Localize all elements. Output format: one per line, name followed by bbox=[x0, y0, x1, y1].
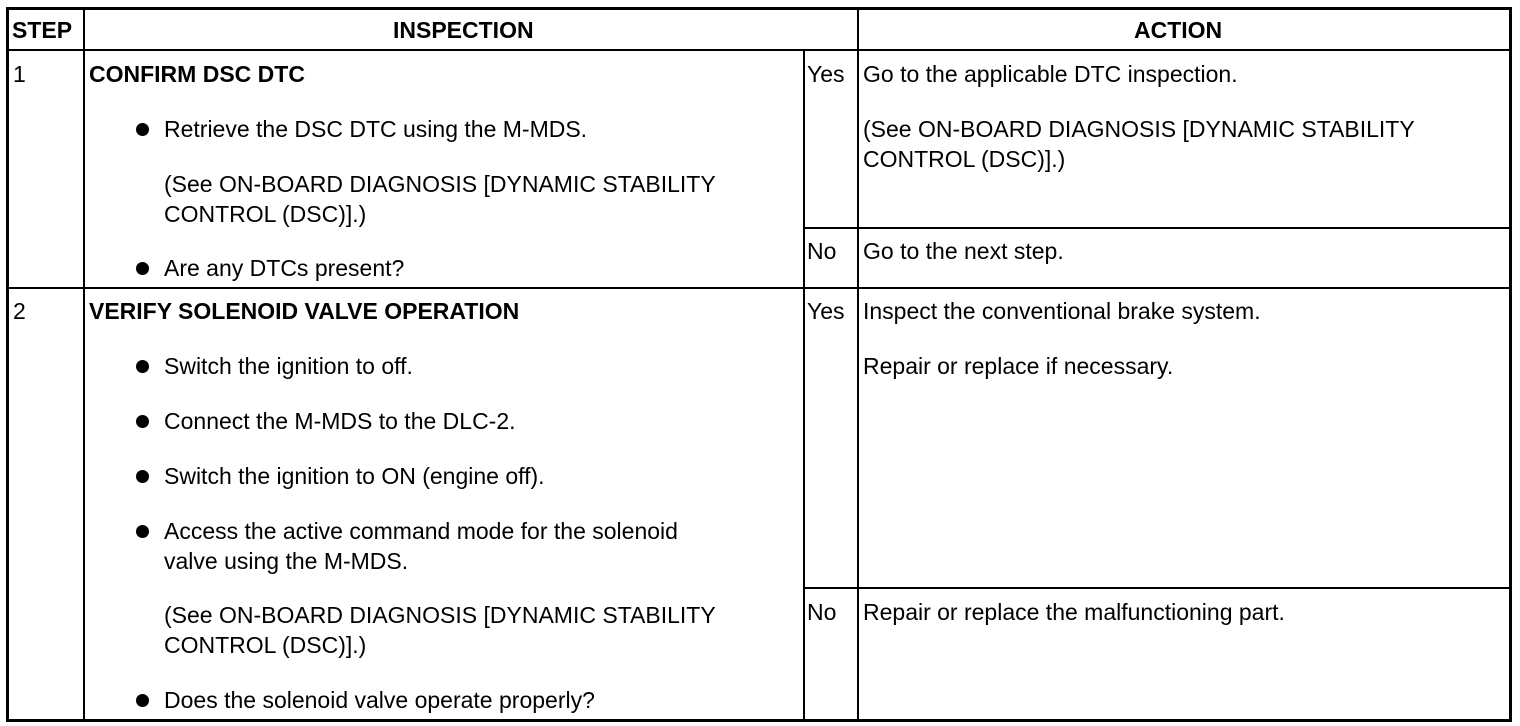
step-title: VERIFY SOLENOID VALVE OPERATION bbox=[89, 298, 520, 324]
yes-label: Yes bbox=[807, 298, 845, 324]
yes-action-reference: (See ON-BOARD DIAGNOSIS [DYNAMIC STABILITY CONTROL (DSC)].) bbox=[863, 116, 1415, 172]
inspection-item: Does the solenoid valve operate properly? bbox=[164, 687, 595, 713]
step1-yes-no-divider bbox=[803, 227, 1509, 229]
inspection-item: Access the active command mode for the solenoid valve using the M-MDS. bbox=[164, 518, 678, 574]
header-step: STEP bbox=[12, 17, 73, 43]
inspection-reference: (See ON-BOARD DIAGNOSIS [DYNAMIC STABILITY CONTROL (DSC)].) bbox=[164, 602, 716, 658]
divider-inspection-action bbox=[857, 10, 859, 719]
bullet-icon bbox=[136, 123, 149, 136]
bullet-icon bbox=[136, 694, 149, 707]
step-number: 1 bbox=[13, 61, 26, 87]
step-divider bbox=[9, 287, 1509, 289]
header-inspection: INSPECTION bbox=[393, 17, 534, 43]
yes-action: Go to the applicable DTC inspection. bbox=[863, 61, 1238, 87]
bullet-icon bbox=[136, 415, 149, 428]
step-number: 2 bbox=[13, 298, 26, 324]
bullet-icon bbox=[136, 470, 149, 483]
inspection-item: Switch the ignition to ON (engine off). bbox=[164, 463, 545, 489]
header-action: ACTION bbox=[1134, 17, 1223, 43]
no-action: Repair or replace the malfunctioning part. bbox=[863, 599, 1285, 625]
step2-yes-no-divider bbox=[803, 587, 1509, 589]
yes-action-note: Repair or replace if necessary. bbox=[863, 353, 1174, 379]
bullet-icon bbox=[136, 360, 149, 373]
yes-action: Inspect the conventional brake system. bbox=[863, 298, 1261, 324]
inspection-item: Connect the M-MDS to the DLC-2. bbox=[164, 408, 516, 434]
no-label: No bbox=[807, 599, 837, 625]
step-title: CONFIRM DSC DTC bbox=[89, 61, 305, 87]
inspection-reference: (See ON-BOARD DIAGNOSIS [DYNAMIC STABILITY CONTROL (DSC)].) bbox=[164, 171, 716, 227]
inspection-item: Retrieve the DSC DTC using the M-MDS. bbox=[164, 116, 588, 142]
yes-label: Yes bbox=[807, 61, 845, 87]
inspection-item: Switch the ignition to off. bbox=[164, 353, 413, 379]
bullet-icon bbox=[136, 525, 149, 538]
divider-step-inspection bbox=[83, 10, 85, 719]
bullet-icon bbox=[136, 262, 149, 275]
inspection-item: Are any DTCs present? bbox=[164, 255, 405, 281]
divider-inspection-answer bbox=[803, 50, 805, 719]
no-action: Go to the next step. bbox=[863, 238, 1064, 264]
header-divider bbox=[9, 49, 1509, 51]
no-label: No bbox=[807, 238, 837, 264]
diagnostic-table bbox=[6, 7, 1512, 722]
